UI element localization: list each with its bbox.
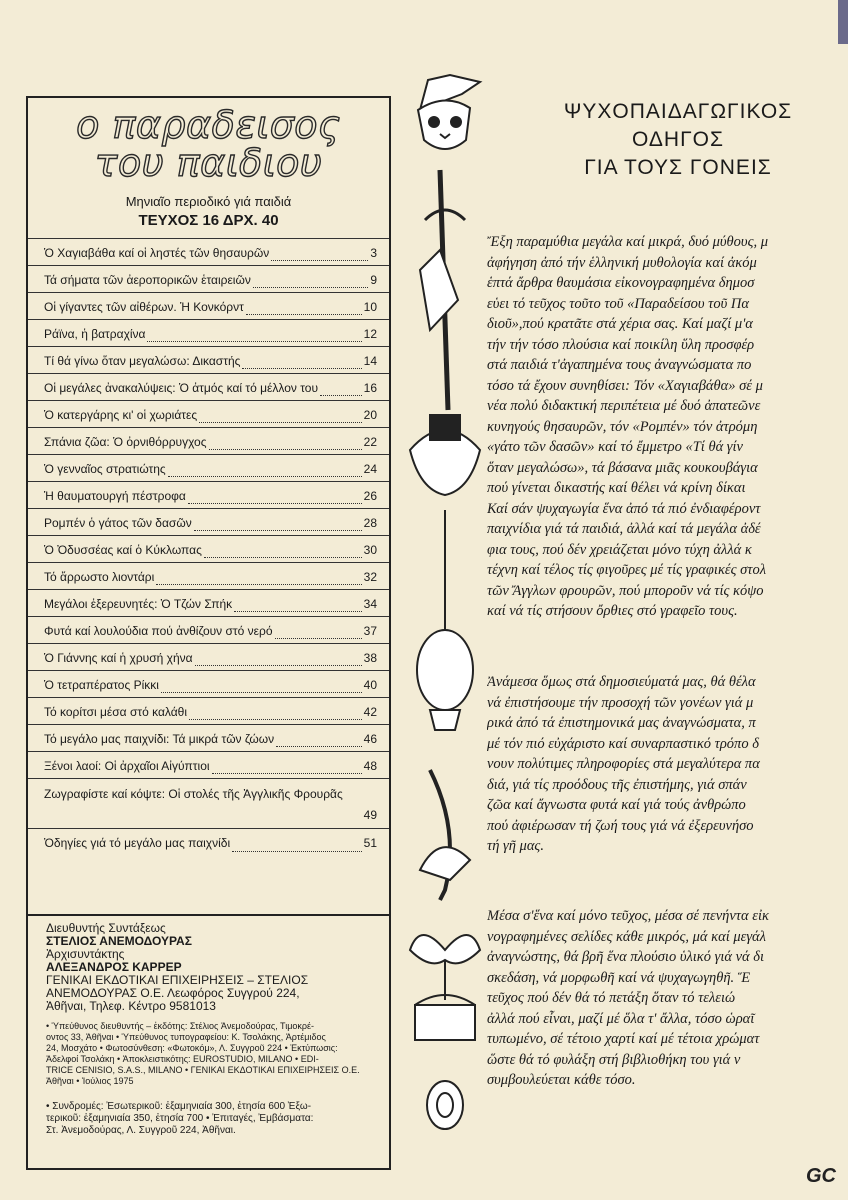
toc-leader: [199, 422, 362, 423]
toc-title: Οἱ γίγαντες τῶν αἰθέρων. Ἡ Κονκόρντ: [44, 300, 244, 314]
toc-row: [28, 589, 389, 616]
text-line: πού γίνεται δικαστής καί θέλει νά κρίνη δίκαι: [487, 480, 746, 496]
table-of-contents: [28, 238, 389, 856]
toc-title: Ἡ θαυματουργή πέστροφα: [44, 489, 186, 503]
logo-line-2: του παιδιου: [94, 141, 323, 185]
toc-row: [28, 265, 389, 292]
subscriptions-line: Στ. Ἀνεμοδούρας, Λ. Συγγροῦ 224, Ἀθῆναι.: [46, 1125, 236, 1136]
logo-line-1: ο παραδεισος: [76, 103, 341, 147]
imprint-line: 24, Μοσχάτο • Φωτοσύνθεση: «Φωτοκόμ», Λ. Συγγροῦ 224 • Ἐκτύπωσις:: [46, 1043, 338, 1053]
toc-title: Ζωγραφίστε καί κόψτε: Οἱ στολές τῆς Ἀγγλικῆς Φρουρᾶς: [44, 787, 343, 801]
scan-edge-mark: [838, 0, 848, 44]
toc-leader: [320, 395, 362, 396]
dagger-icon: [420, 770, 470, 900]
text-line: νογραφημένες σελίδες κάθε μικρός, μά καί μεγάλ: [487, 928, 766, 945]
subscriptions-line: τερικοῦ: ἑξαμηνιαία 350, ἐτησία 700 • Ἐπιταγές, Ἐμβάσματα:: [46, 1113, 314, 1124]
toc-page: 49: [363, 808, 377, 822]
toc-title: Ὁ Ὀδυσσέας καί ὁ Κύκλωπας: [44, 543, 202, 557]
toc-leader: [253, 287, 368, 288]
toc-title: Ξένοι λαοί: Οἱ ἀρχαῖοι Αἰγύπτιοι: [44, 759, 210, 773]
toc-row: [28, 562, 389, 589]
toc-page: 22: [363, 435, 377, 449]
toc-title: Ρομπέν ὁ γάτος τῶν δασῶν: [44, 516, 192, 530]
text-line: ἀλλά πού εἶναι, μαζί μέ ὅλα τ' ἄλλα, τόσο ὡραῖ: [487, 1010, 755, 1027]
toc-page: 16: [363, 381, 377, 395]
sword-icon: [420, 170, 465, 410]
toc-title: Τό κορίτσι μέσα στό καλάθι: [44, 705, 187, 719]
toc-row: [28, 373, 389, 400]
toc-page: 12: [363, 327, 377, 341]
toc-row: [28, 427, 389, 454]
toc-page: 3: [370, 246, 377, 260]
masthead-credits: [28, 914, 389, 1137]
editor-role: Διευθυντής Συντάξεως: [46, 921, 166, 935]
toc-row: [28, 724, 389, 751]
toc-title: Τό μεγάλο μας παιχνίδι: Τά μικρά τῶν ζώων: [44, 732, 275, 746]
scanner-stamp: GC: [806, 1165, 836, 1187]
hookah-icon: [417, 510, 473, 730]
text-line: ἀφήγηση ἀπό τήν ἑλληνική μυθολογία καί ἀκόμ: [487, 254, 757, 271]
toc-row: [28, 238, 389, 265]
editor-name: ΣΤΕΛΙΟΣ ΑΝΕΜΟΔΟΥΡΑΣ: [46, 934, 192, 948]
toc-title: Ὁ κατεργάρης κι' οἱ χωριάτες: [44, 408, 198, 422]
contents-panel: [26, 96, 391, 1170]
subscriptions-block: [46, 1101, 375, 1137]
text-line: Ἀνάμεσα ὅμως στά δημοσιεύματά μας, θά θέλα: [487, 674, 756, 690]
text-line: συμβουλεύεται κάθε τόσο.: [487, 1072, 636, 1088]
text-line: φια τους, πού δέν χρειάζεται μόνο τύχη ἀλλά κ: [487, 541, 752, 558]
toc-page: 20: [363, 408, 377, 422]
toc-page: 38: [363, 651, 377, 665]
pendant-icon: [427, 1081, 463, 1129]
text-line: διά, γιά τίς προόδους τῆς ἐπιστήμης, γιά σπάν: [487, 776, 747, 793]
toc-title: Ὁ Χαγιαβάθα καί οἱ ληστές τῶν θησαυρῶν: [44, 246, 270, 260]
toc-page: 34: [363, 597, 377, 611]
toc-title: Τό ἄρρωστο λιοντάρι: [44, 570, 155, 584]
toc-page: 32: [363, 570, 377, 584]
publisher-line: ΑΝΕΜΟΔΟΥΡΑΣ Ο.Ε. Λεωφόρος Συγγρού 224,: [46, 986, 300, 1000]
toc-leader: [168, 476, 362, 477]
toc-leader: [246, 314, 362, 315]
toc-row: [28, 616, 389, 643]
toc-title: Μεγάλοι ἐξερευνητές: Ὁ Τζών Σπήκ: [44, 597, 233, 611]
toc-title: Σπάνια ζῶα: Ὁ ὀρνιθόρρυγχος: [44, 435, 207, 449]
text-line: νουν πολύτιμες πληροφορίες στά μεγαλύτερα πα: [487, 756, 760, 772]
chief-role: Ἀρχισυντάκτης: [46, 947, 125, 961]
toc-title: Οἱ μεγάλες ἀνακαλύψεις: Ὁ ἀτμός καί τό μέλλον του: [44, 381, 319, 395]
toc-title: Ὁ τετραπέρατος Ρίκκι: [44, 678, 159, 692]
text-line: διοῦ»,πού κρατᾶτε στά χέρια σας. Καί μαζί μ'α: [487, 316, 753, 332]
toc-row: [28, 643, 389, 670]
article-paragraph-3: [487, 906, 848, 1091]
text-line: ζῶα καί ἄγνωστα φυτά καί γιά τούς ἀνθρώπο: [487, 797, 746, 813]
imprint-line: TRICE CENISIO, S.A.S., MILANO • ΓΕΝΙΚΑΙ ΕΚΔΟΤΙΚΑΙ ΕΠΙΧΕΙΡΗΣΕΙΣ Ο.Ε.: [46, 1065, 360, 1075]
text-line: καί νά τίς στήσουν ὄρθιες στό γραφεῖο τους.: [487, 603, 738, 619]
toc-title: Τί θά γίνω ὅταν μεγαλώσω: Δικαστής: [44, 354, 241, 368]
imprint-block: [46, 1021, 375, 1087]
toc-leader: [232, 851, 362, 852]
toc-leader: [234, 611, 361, 612]
toc-row: [28, 778, 389, 828]
text-line: Ἔξη παραμύθια μεγάλα καί μικρά, δυό μύθους, μ: [487, 234, 768, 250]
toc-row: [28, 454, 389, 481]
publisher-line: ΓΕΝΙΚΑΙ ΕΚΔΟΤΙΚΑΙ ΕΠΙΧΕΙΡΗΣΕΙΣ – ΣΤΕΛΙΟΣ: [46, 973, 309, 987]
toc-leader: [194, 530, 362, 531]
toc-leader: [156, 584, 361, 585]
toc-leader: [242, 368, 361, 369]
toc-leader: [275, 638, 362, 639]
toc-title: Ὁ Γιάννης καί ἡ χρυσή χήνα: [44, 651, 193, 665]
toc-page: 37: [363, 624, 377, 638]
text-line: Καί σάν ψυχαγωγία ἕνα ἀπό τά πιό ἐνδιαφέροντ: [487, 500, 761, 517]
article-paragraph-2: [487, 672, 848, 857]
text-line: τέχνη καί τέλος τίς φιγοῦρες μέ τίς γραφικές στολ: [487, 562, 767, 578]
text-line: τή γῆ μας.: [487, 838, 544, 854]
heading-line: ΓΙΑ ΤΟΥΣ ΓΟΝΕΙΣ: [584, 156, 772, 179]
text-line: τόσο τά ἔχουν συνηθίσει: Τόν «Χαγιαβάθα» σέ μ: [487, 377, 763, 394]
toc-title: Ὀδηγίες γιά τό μεγάλο μας παιχνίδι: [44, 836, 231, 850]
toc-row: [28, 292, 389, 319]
toc-page: 26: [363, 489, 377, 503]
text-line: τῶν Ἄγγλων φρουρῶν, πού μποροῦν νά τίς κόψο: [487, 582, 764, 599]
decorative-ornaments: [400, 70, 490, 1150]
toc-leader: [189, 719, 362, 720]
toc-leader: [204, 557, 362, 558]
imprint-line: οντος 33, Ἀθῆναι • Ὑπεύθυνος τυπογραφείου: Κ. Τσολάκης, Ἀρτέμιδος: [46, 1032, 326, 1042]
toc-row: [28, 481, 389, 508]
toc-row: [28, 535, 389, 562]
imprint-line: • Ὑπεύθυνος διευθυντής – ἐκδότης: Στέλιος Ἀνεμοδούρας, Τιμοκρέ-: [46, 1021, 315, 1031]
toc-page: 28: [363, 516, 377, 530]
turban-icon: [410, 415, 480, 495]
toc-title: Ὁ γενναῖος στρατιώτης: [44, 462, 166, 476]
toc-page: 48: [363, 759, 377, 773]
toc-page: 40: [363, 678, 377, 692]
text-line: ρικά ἀπό τά ἐπιστημονικά μας ἀναγνώσματα, π: [487, 715, 756, 731]
toc-title: Φυτά καί λουλούδια πού ἀνθίζουν στό νερό: [44, 624, 273, 638]
toc-row: [28, 828, 389, 856]
heading-line: ΨΥΧΟΠΑΙΔΑΓΩΓΙΚΟΣ: [563, 100, 793, 123]
text-line: ὅταν μεγαλώσω», τά βάσανα μιᾶς κουκουβάγια: [487, 459, 758, 476]
toc-leader: [188, 503, 362, 504]
treasure-chest-icon: [415, 995, 475, 1040]
text-line: εὑει τό τεῦχος τοῦτο τοῦ «Παραδείσου τοῦ Πα: [487, 295, 749, 312]
toc-leader: [212, 773, 362, 774]
toc-leader: [195, 665, 362, 666]
toc-row: [28, 319, 389, 346]
article-heading: [508, 98, 848, 182]
magazine-logo: [28, 103, 389, 185]
toc-page: 10: [363, 300, 377, 314]
text-line: σκεδάση, νά μορφωθῆ καί νά ψυχαγωγηθῆ. Ἕ: [487, 969, 751, 986]
issue-price: ΤΕΥΧΟΣ 16 ΔΡΧ. 40: [138, 212, 279, 229]
publisher-line: Ἀθῆναι, Τηλεφ. Κέντρο 9581013: [46, 999, 216, 1013]
toc-page: 42: [363, 705, 377, 719]
text-line: κυνηγούς θησαυρῶν, τόν «Ρομπέν» τόν ἀτρόμη: [487, 418, 758, 435]
chief-name: ΑΛΕΞΑΝΔΡΟΣ ΚΑΡΡΕΡ: [46, 960, 182, 974]
toc-page: 24: [363, 462, 377, 476]
toc-title: Τά σήματα τῶν ἀεροπορικῶν ἑταιρειῶν: [44, 273, 251, 287]
cat-with-hat-icon: [418, 75, 480, 149]
toc-leader: [161, 692, 362, 693]
text-line: παιχνίδια γιά τά παιδιά, ἀλλά καί τά μεγάλα ἀδέ: [487, 521, 761, 537]
text-line: ἀναγνώστης, θά βρῆ ἕνα πλούσιο ὑλικό γιά νά δι: [487, 949, 765, 965]
text-line: τεῦχος πού δέν θά τό πετάξη ὅταν τό τελειώ: [487, 990, 736, 1006]
text-line: τυπωμένο, σέ τέτοιο χαρτί καί μέ τέτοια χρώματ: [487, 1031, 760, 1047]
magazine-subtitle: Μηνιαῖο περιοδικό γιά παιδιά: [125, 194, 292, 209]
toc-leader: [209, 449, 362, 450]
toc-page: 46: [363, 732, 377, 746]
toc-leader: [276, 746, 362, 747]
toc-page: 51: [363, 836, 377, 850]
toc-page: 9: [370, 273, 377, 287]
text-line: τήν τήν τόσο πλούσια καί ποικίλη ὕλη προσφέρ: [487, 336, 755, 353]
text-line: νά ἐπιστήσουμε τήν προσοχή τῶν γονέων γιά μ: [487, 694, 754, 711]
toc-leader: [147, 341, 361, 342]
text-line: πού ἀφιέρωσαν τή ζωή τους γιά νά ἐξερευνήσο: [487, 817, 754, 834]
imprint-line: Ἀθῆναι • Ἰούλιος 1975: [46, 1076, 134, 1086]
toc-title: Ράϊνα, ἡ βατραχίνα: [44, 327, 146, 341]
toc-page: 30: [363, 543, 377, 557]
text-line: Μέσα σ'ἕνα καί μόνο τεῦχος, μέσα σέ πενήντα εἰκ: [487, 908, 769, 924]
toc-row: [28, 697, 389, 724]
toc-row: [28, 670, 389, 697]
article-paragraph-1: [487, 232, 848, 622]
imprint-line: Ἀδελφοί Τσολάκη • Ἀποκλειστικότης: EUROSTUDIO, MILANO • EDI-: [46, 1054, 319, 1064]
flower-icon: [410, 935, 480, 1000]
toc-row: [28, 400, 389, 427]
heading-line: ΟΔΗΓΟΣ: [632, 128, 724, 151]
text-line: ὥστε θά τό φυλάξη στή βιβλιοθήκη του γιά ν: [487, 1051, 741, 1068]
toc-row: [28, 508, 389, 535]
toc-row: [28, 346, 389, 373]
subscriptions-line: • Συνδρομές: Ἐσωτερικοῦ: ἑξαμηνιαία 300, ἐτησία 600 Ἐξω-: [46, 1101, 312, 1112]
text-line: νέα πολύ διδακτική περιπέτεια μέ δυό ἀπατεῶνε: [487, 398, 761, 414]
text-line: στά παιδιά τ'ἀγαπημένα τους ἀναγνώσματα πο: [487, 357, 752, 373]
toc-row: [28, 751, 389, 778]
text-line: ἑπτά ἄρθρα θαυμάσια εἰκονογραφημένα δημοσ: [487, 275, 755, 291]
toc-leader: [271, 260, 368, 261]
toc-page: 14: [363, 354, 377, 368]
text-line: «γάτο τῶν δασῶν» καί τό ἔμμετρο «Τί θά γίν: [487, 439, 743, 455]
text-line: μέ τόν πιό εὐχάριστο καί συναρπαστικό τρόπο δ: [487, 735, 759, 752]
